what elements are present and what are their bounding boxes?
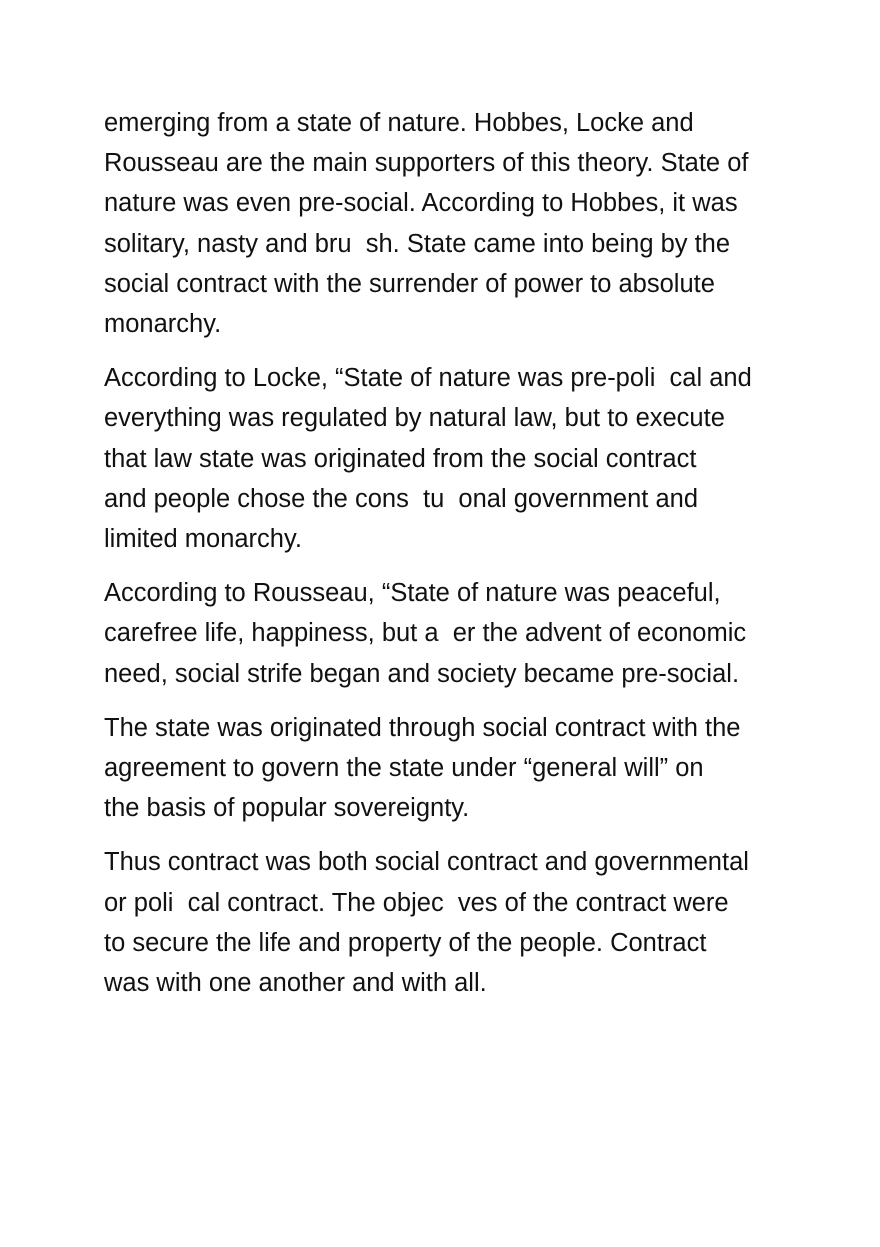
text-line: everything was regulated by natural law, but to execute <box>104 404 725 433</box>
text-line: solitary, nasty and bru sh. State came into being by the <box>104 229 731 258</box>
text-line: to secure the life and property of the people. Contract <box>104 928 707 957</box>
text-line: and people chose the cons tu onal government and <box>104 484 699 513</box>
text-line: agreement to govern the state under “general will” on <box>104 754 704 783</box>
text-line: that law state was originated from the social contract <box>104 444 697 473</box>
text-line: emerging from a state of nature. Hobbes, Locke and <box>104 109 694 137</box>
text-line: carefree life, happiness, but a er the advent of economic <box>104 619 747 648</box>
paragraph-rousseau <box>104 573 794 694</box>
text-line: Rousseau are the main supporters of this theory. State of <box>104 149 749 178</box>
text-line: monarchy. <box>104 310 222 339</box>
text-line: social contract with the surrender of power to absolute <box>104 269 715 298</box>
text-line: was with one another and with all. <box>104 969 487 998</box>
paragraph-general-will <box>104 708 794 829</box>
text-line: the basis of popular sovereignty. <box>104 794 470 823</box>
text-line: According to Rousseau, “State of nature was peaceful, <box>104 579 721 608</box>
text-line: According to Locke, “State of nature was pre-poli cal and <box>104 364 752 393</box>
text-line: limited monarchy. <box>104 525 302 554</box>
paragraph-locke <box>104 358 794 559</box>
paragraph-contract-summary <box>104 842 794 1003</box>
text-line: or poli cal contract. The objec ves of the contract were <box>104 888 729 917</box>
text-line: nature was even pre-social. According to Hobbes, it was <box>104 189 738 218</box>
text-line: The state was originated through social contract with the <box>104 713 741 742</box>
document-body <box>104 103 794 1017</box>
paragraph-state-of-nature <box>104 103 794 344</box>
text-line: Thus contract was both social contract and governmental <box>104 848 749 877</box>
text-line: need, social strife began and society became pre-social. <box>104 659 740 688</box>
